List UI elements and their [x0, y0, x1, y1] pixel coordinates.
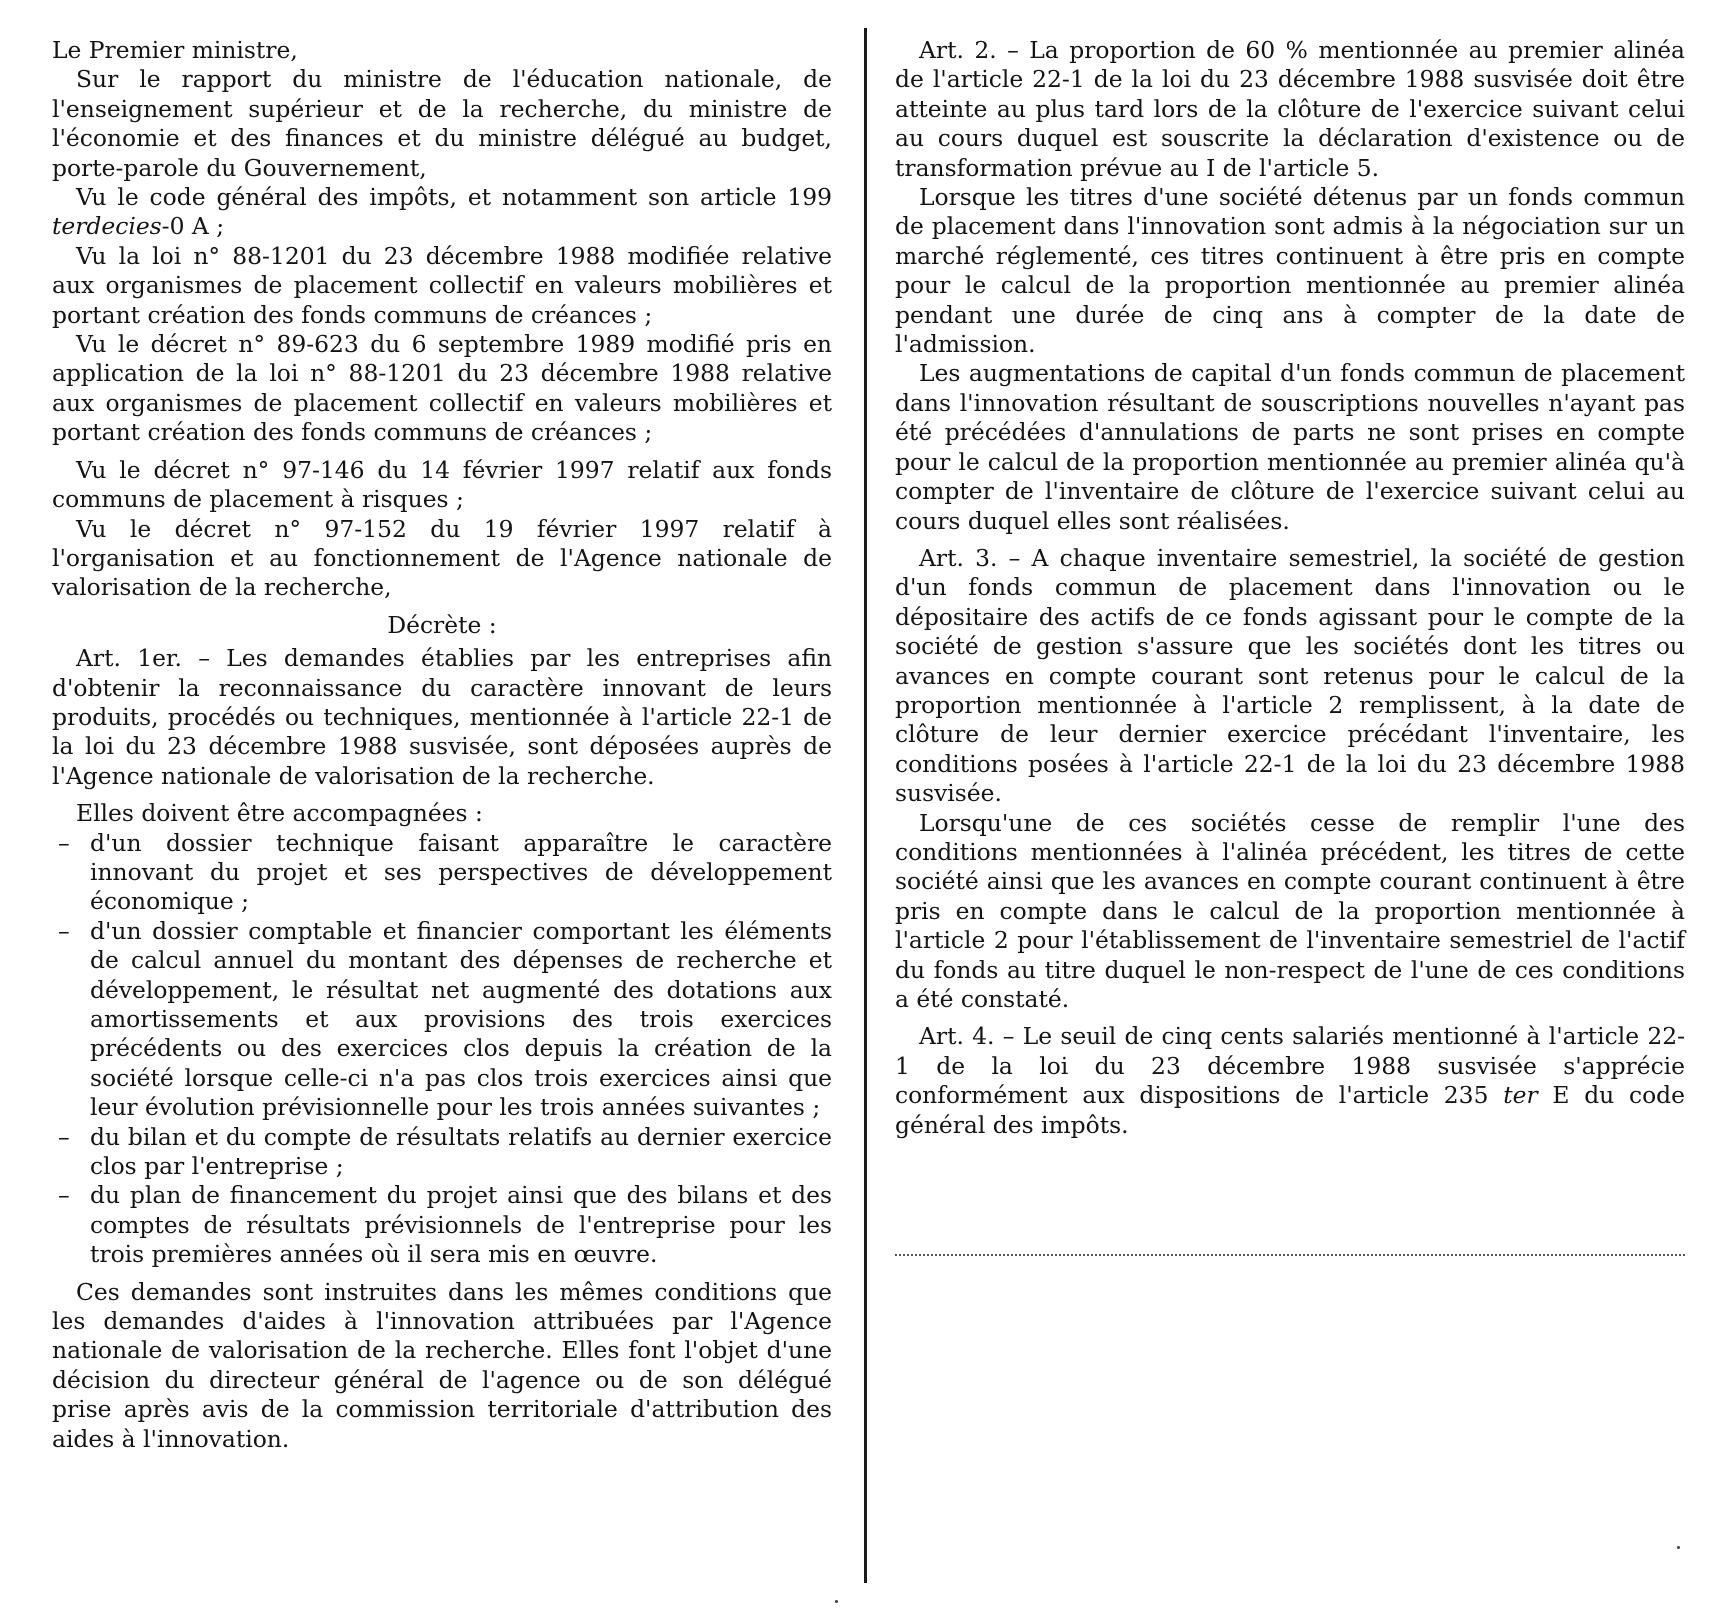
article-4-italic: ter	[1503, 1081, 1538, 1110]
vu-code-text: Vu le code général des impôts, et notamment son article 199	[76, 183, 832, 212]
list-item: – du bilan et du compte de résultats relatifs au dernier exercice clos par l'entreprise ;	[90, 1123, 832, 1182]
article-4-suffix: E du code général des impôts.	[895, 1081, 1685, 1139]
list-item: – d'un dossier technique faisant apparaître le caractère innovant du projet et ses perspectives de développement économique ;	[90, 829, 832, 917]
vu-code-italic: terdecies	[52, 212, 162, 241]
left-column	[52, 36, 832, 1454]
vu-decret-97-152: Vu le décret n° 97-152 du 19 février 1997 relatif à l'organisation et au fonctionnement de l'Agence nationale de valorisation de la recherche,	[52, 514, 832, 602]
article-3: Art. 3. – A chaque inventaire semestriel, la société de gestion d'un fonds commun de placement dans l'innovation ou le dépositaire des actifs de ce fonds agissant pour le compte de la société de gestion s'assure que les sociétés dont les titres ou avances en compte courant sont retenus pour le calcul de la proportion mentionnée à l'article 2 remplissent, à la date de clôture de leur dernier exercice précédant l'inventaire, les conditions posées à l'article 22-1 de la loi du 23 décembre 1988 susvisée.	[895, 543, 1685, 808]
vu-loi-88-1201: Vu la loi n° 88-1201 du 23 décembre 1988 modifiée relative aux organismes de placement collectif en valeurs mobilières et portant création des fonds communs de créances ;	[52, 241, 832, 329]
premier-ministre: Le Premier ministre,	[52, 36, 298, 64]
article-4-text: Art. 4. – Le seuil de cinq cents salariés mentionné à l'article 22-1 de la loi du 23 décembre 1988 susvisée s'apprécie conformément aux dispositions de l'article 235	[895, 1022, 1685, 1110]
right-column	[895, 36, 1685, 1140]
dotted-separator	[895, 1254, 1685, 1256]
required-documents-list	[52, 829, 832, 1270]
article-1-instruction: Ces demandes sont instruites dans les mêmes conditions que les demandes d'aides à l'innovation attribuées par l'Agence nationale de valorisation de la recherche. Elles font l'objet d'une décision du directeur général de l'agence ou de son délégué prise après avis de la commission territoriale d'attribution des aides à l'innovation.	[52, 1277, 832, 1453]
article-3-cessation: Lorsqu'une de ces sociétés cesse de remplir l'une des conditions mentionnées à l'alinéa précédent, les titres de cette société ainsi que les avances en compte courant continuent à être pris en compte dans le calcul de la proportion mentionnée à l'article 2 pour l'établissement de l'inventaire semestriel de l'actif du fonds au titre duquel le non-respect de l'une de ces conditions a été constaté.	[895, 808, 1685, 1013]
article-1-intro-list: Elles doivent être accompagnées :	[76, 799, 483, 828]
vu-decret-97-146: Vu le décret n° 97-146 du 14 février 1997 relatif aux fonds communs de placement à risques ;	[52, 455, 832, 514]
column-divider	[864, 28, 867, 1583]
list-item: – d'un dossier comptable et financier comportant les éléments de calcul annuel du montant des dépenses de recherche et développement, le résultat net augmenté des dotations aux amortissements et aux provisions des trois exercices précédents ou des exercices clos depuis la création de la société lorsque celle-ci n'a pas clos trois exercices ainsi que leur évolution prévisionnelle pour les trois années suivantes ;	[90, 917, 832, 1123]
article-2: Art. 2. – La proportion de 60 % mentionnée au premier alinéa de l'article 22-1 de la loi du 23 décembre 1988 susvisée doit être atteinte au plus tard lors de la clôture de l'exercice suivant celui au cours duquel est souscrite la déclaration d'existence ou de transformation prévue au I de l'article 5.	[895, 36, 1685, 182]
vu-code-suffix: -0 A ;	[161, 212, 225, 241]
decrete-heading: Décrète :	[387, 610, 497, 639]
article-4	[895, 1022, 1685, 1140]
vu-decret-89-623: Vu le décret n° 89-623 du 6 septembre 1989 modifié pris en application de la loi n° 88-1201 du 23 décembre 1988 relative aux organismes de placement collectif en valeurs mobilières et portant création des fonds communs de créances ;	[52, 330, 832, 447]
vu-code-impots	[52, 183, 832, 242]
rapport-paragraph: Sur le rapport du ministre de l'éducation nationale, de l'enseignement supérieur et de la recherche, du ministre de l'économie et des finances et du ministre délégué au budget, porte-parole du Gouvernement,	[52, 65, 832, 182]
scan-speck	[1677, 1546, 1680, 1549]
article-2-augmentations: Les augmentations de capital d'un fonds commun de placement dans l'innovation résultant de souscriptions nouvelles n'ayant pas été précédées d'annulations de parts ne sont prises en compte pour le calcul de la proportion mentionnée au premier alinéa qu'à compter de l'inventaire de clôture de l'exercice suivant celui au cours duquel elles sont réalisées.	[895, 359, 1685, 535]
scan-speck	[835, 1600, 838, 1603]
article-1: Art. 1er. – Les demandes établies par les entreprises afin d'obtenir la reconnaissance du caractère innovant de leurs produits, procédés ou techniques, mentionnée à l'article 22-1 de la loi du 23 décembre 1988 susvisée, sont déposées auprès de l'Agence nationale de valorisation de la recherche.	[52, 644, 832, 790]
article-2-titres: Lorsque les titres d'une société détenus par un fonds commun de placement dans l'innovation sont admis à la négociation sur un marché réglementé, ces titres continuent à être pris en compte pour le calcul de la proportion mentionnée au premier alinéa pendant une durée de cinq ans à compter de la date de l'admission.	[895, 183, 1685, 359]
list-item: – du plan de financement du projet ainsi que des bilans et des comptes de résultats prévisionnels de l'entreprise pour les trois premières années où il sera mis en œuvre.	[90, 1181, 832, 1269]
